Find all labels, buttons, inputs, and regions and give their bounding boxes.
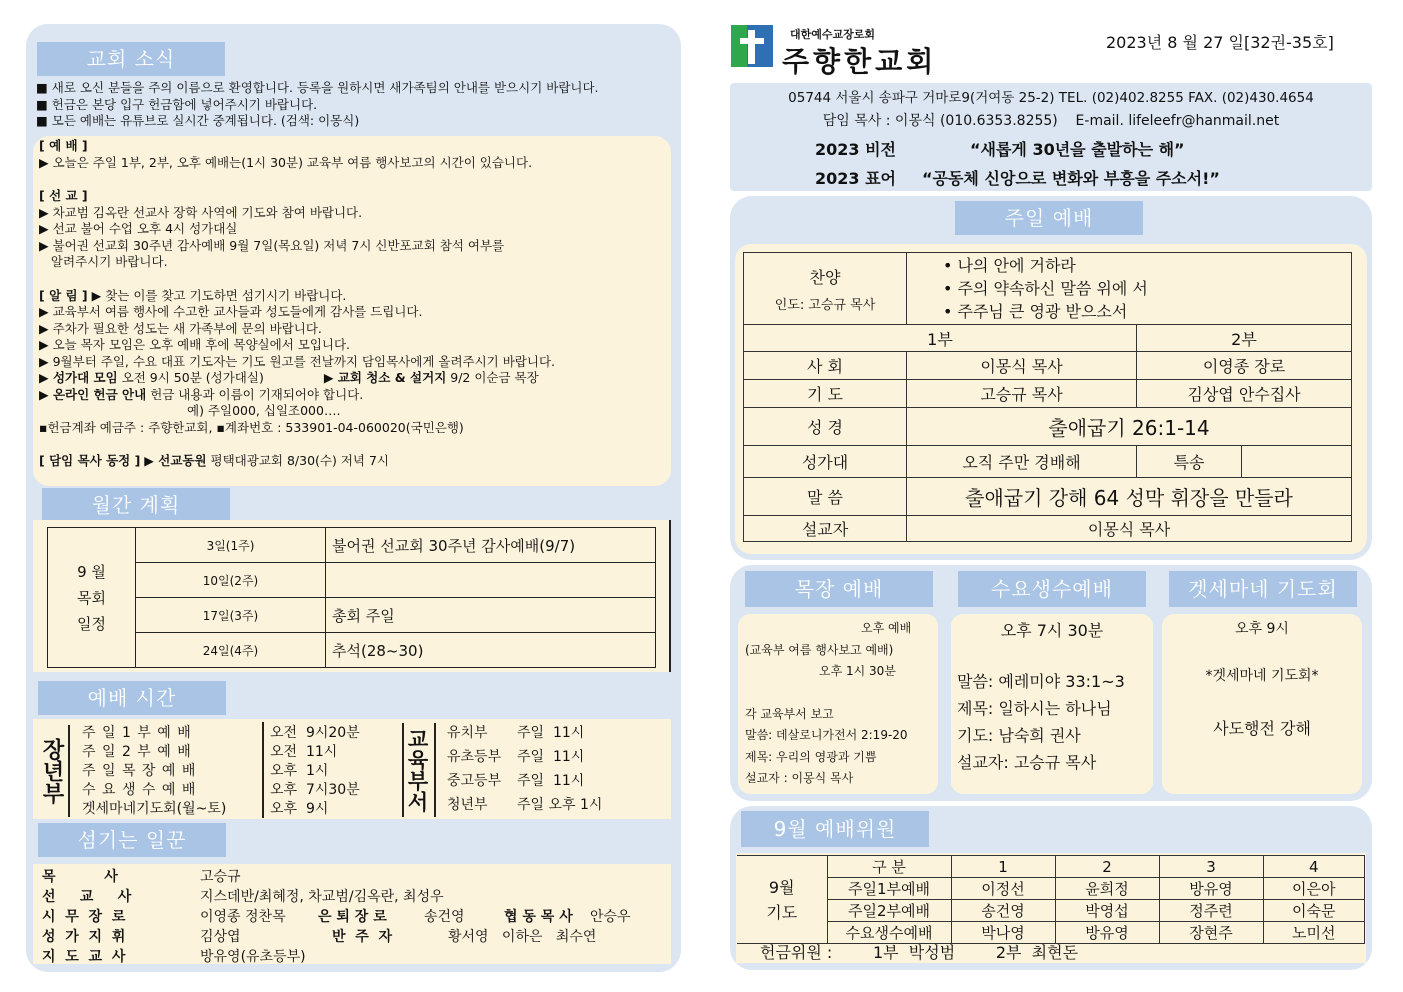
online-example: 예) 주일000, 십일조000…. (187, 403, 341, 418)
mokjang-content: 오후 예배 (교육부 여름 행사보고 예배) 오후 1시 30분 각 교육부서 보고 말씀: 데살로니가전서 2:19-20 제목: 우리의 영광과 기쁨 설교자 : 이몽식 목사 (745, 621, 912, 785)
gethsemane-name: *겟세마네 기도회* (1205, 668, 1319, 684)
service-name: 주 일 1 부 예 배 (82, 725, 192, 741)
dept-name: 유치부 (447, 725, 488, 741)
hymn-label-cell: 찬양 인도: 고승규 목사 (744, 253, 907, 325)
service-time: 오후 1시 (262, 760, 402, 780)
dept-time: 주일 11시 (517, 749, 585, 765)
prayer-1: 고승규 목사 (907, 380, 1137, 408)
scripture: 출애굽기 26:1-14 (907, 408, 1352, 446)
duty-cell: 노미선 (1263, 922, 1365, 944)
mission-line: ▶ 선교 불어 수업 오후 4시 성가대실 (39, 221, 238, 236)
role: 은 퇴 장 로 (318, 909, 387, 925)
notice-line: ▶ 오늘 목자 모임은 오후 예배 후에 목양실에서 모입니다. (39, 337, 351, 352)
event-cell (326, 563, 656, 598)
motto-label: 2023 표어 (815, 169, 897, 188)
monthly-table (47, 527, 656, 668)
hymn-list (907, 253, 1352, 325)
sunday-header: 주일 예배 (955, 201, 1143, 235)
week-cell: 10일(2주) (136, 563, 326, 598)
service-time: 오후 7시30분 (262, 779, 402, 799)
pastor-contact: 담임 목사 : 이몽식 (010.6353.8255) E-mail. lifeleefr@hanmail.net (822, 113, 1280, 129)
hymn-item: • 나의 안에 거하라 (943, 256, 1076, 275)
scripture-label: 성 경 (744, 408, 907, 446)
edu-label: 교육부서 (402, 723, 436, 817)
hymn-item: • 주주님 큰 영광 받으소서 (943, 302, 1128, 321)
week-cell: 3일(1주) (136, 528, 326, 563)
service-time: 오전 11시 (262, 741, 402, 761)
names: 황서영 이하은 최수연 (448, 929, 597, 945)
notice-first: ▶ 찾는 이를 찾고 기도하면 섬기시기 바랍니다. (91, 287, 347, 303)
role: 성 가 지 휘 (42, 929, 126, 945)
duty-cell: 이숙문 (1263, 900, 1365, 922)
adult-label: 장년부 (36, 725, 70, 817)
role: 반 주 자 (332, 929, 393, 945)
names: 지스데반/최혜정, 차교범/김옥란, 최성우 (200, 889, 444, 905)
duty-cell: 윤희정 (1055, 878, 1159, 900)
gethsemane-box (1162, 614, 1362, 794)
pastor-text: 평택대광교회 8/30(수) 저녁 7시 (210, 453, 389, 468)
adult-list (82, 722, 402, 817)
church-name: 주향한교회 (782, 45, 938, 78)
choir-song: 오직 주만 경배해 (907, 446, 1137, 478)
names: 김상엽 (200, 929, 241, 945)
event-cell: 추석(28~30) (326, 633, 656, 668)
duty-header: 9월 예배위원 (741, 811, 929, 847)
worship-line: ▶ 오늘은 주일 1부, 2부, 오후 예배는(1시 30분) 교육부 여름 행사보고의 시간이 있습니다. (39, 154, 533, 170)
offering-team: 헌금위원 : 1부 박성범 2부 최현돈 (760, 943, 1079, 962)
prayer-2: 김상엽 안수집사 (1137, 380, 1352, 408)
service-name: 겟세마네기도회(월~토) (82, 801, 227, 817)
duty-head: 3 (1159, 856, 1263, 878)
monthly-label: 9 월 목회 일정 (48, 528, 136, 668)
event-cell: 총회 주일 (326, 598, 656, 633)
intro-line: ■ 모든 예배는 유튜브로 실시간 중계됩니다. (검색: 이몽식) (36, 113, 360, 128)
wednesday-content: 말씀: 예레미야 33:1~3 제목: 일하시는 하나님 기도: 남숙희 권사 설교자: 고승규 목사 (957, 672, 1125, 772)
duty-cell: 주일2부예배 (827, 900, 951, 922)
edu-list (447, 722, 602, 818)
notice-heading: [ 알 림 ] (39, 287, 88, 303)
church-logo-icon (731, 25, 773, 67)
role: 목 사 (42, 869, 118, 885)
clean-label: ▶ 교회 청소 & 설거지 (323, 370, 447, 385)
host-2: 이영종 장로 (1137, 352, 1352, 380)
duty-cell: 이은아 (1263, 878, 1365, 900)
duty-cell: 박영섭 (1055, 900, 1159, 922)
dept-time: 주일 11시 (517, 725, 585, 741)
wednesday-header: 수요생수예배 (958, 571, 1146, 607)
service-time: 오전 9시20분 (262, 722, 402, 742)
wednesday-time: 오후 7시 30분 (1000, 621, 1104, 640)
bulletin-date: 2023년 8 월 27 일[32권-35호] (1106, 33, 1334, 52)
service-name: 수 요 생 수 예 배 (82, 782, 197, 798)
denomination: 대한예수교장로회 (790, 28, 876, 41)
times-header: 예배 시간 (38, 681, 226, 715)
host-1: 이몽식 목사 (907, 352, 1137, 380)
names: 고승규 (200, 869, 241, 885)
duty-cell: 장현주 (1159, 922, 1263, 944)
duty-cell: 수요생수예배 (827, 922, 951, 944)
role: 지 도 교 사 (42, 949, 126, 965)
worship-heading: [ 예 배 ] (39, 138, 88, 153)
duty-head: 2 (1055, 856, 1159, 878)
sunday-table (743, 252, 1352, 542)
col-header-2: 2부 (1137, 325, 1352, 352)
news-header: 교회 소식 (37, 42, 225, 76)
duty-head: 4 (1263, 856, 1365, 878)
pastor-arrow: ▶ 선교동원 (144, 453, 207, 468)
sermon-label: 말 씀 (744, 478, 907, 516)
preacher-label: 설교자 (744, 516, 907, 542)
role: 선 교 사 (42, 889, 132, 905)
service-name: 주 일 목 장 예 배 (82, 763, 197, 779)
online-text: 헌금 내용과 이름이 기재되어야 합니다. (150, 386, 364, 402)
gethsemane-time: 오후 9시 (1235, 621, 1289, 637)
host-label: 사 회 (744, 352, 907, 380)
duty-cell: 방유영 (1159, 878, 1263, 900)
church-address: 05744 서울시 송파구 거마로9(거여동 25-2) TEL. (02)402.8255 FAX. (02)430.4654 (788, 90, 1314, 106)
names: 이영종 정찬목 (200, 909, 286, 925)
intro-line: ■ 헌금은 본당 입구 헌금함에 넣어주시기 바랍니다. (36, 96, 318, 112)
duty-head: 구 분 (827, 856, 951, 878)
duty-side-label: 9월 기도 (737, 856, 827, 944)
mokjang-header: 목장 예배 (745, 571, 933, 607)
servants-list (42, 866, 631, 966)
duty-head: 1 (951, 856, 1055, 878)
mission-line: 알려주시기 바랍니다. (39, 254, 168, 269)
dept-name: 중고등부 (447, 773, 502, 789)
duty-cell: 송건영 (951, 900, 1055, 922)
mission-line: ▶ 차교범 김옥란 선교사 장학 사역에 기도와 참여 바랍니다. (39, 204, 363, 220)
duty-cell: 정주련 (1159, 900, 1263, 922)
notice-line: ▶ 9월부터 주일, 수요 대표 기도자는 기도 원고를 전날까지 담임목사에게 올려주시기 바랍니다. (39, 353, 555, 369)
pastor-label: [ 담임 목사 동정 ] (39, 453, 141, 468)
choir-text: 오전 9시 50분 (성가대실) (121, 370, 264, 385)
choir-label: ▶ 성가대 모임 (39, 370, 118, 385)
duty-cell: 주일1부예배 (827, 878, 951, 900)
mission-line: ▶ 불어권 선교회 30주년 감사예배 9월 7일(목요일) 저녁 7시 신반포교회 참석 여부를 (39, 237, 505, 253)
preacher: 이몽식 목사 (907, 516, 1352, 542)
hymn-item: • 주의 약속하신 말씀 위에 서 (943, 279, 1148, 298)
week-cell: 17일(3주) (136, 598, 326, 633)
account-line: ▪헌금계좌 예금주 : 주향한교회, ▪계좌번호 : 533901-04-060020(국민은행) (39, 419, 464, 435)
monthly-header: 월간 계획 (42, 488, 230, 522)
gethsemane-study: 사도행전 강해 (1213, 719, 1311, 738)
service-name: 주 일 2 부 예 배 (82, 744, 192, 760)
dept-name: 청년부 (447, 797, 488, 813)
vision-label: 2023 비전 (815, 140, 897, 159)
choir-label: 성가대 (744, 446, 907, 478)
notice-line: ▶ 교육부서 여름 행사에 수고한 교사들과 성도들에게 감사를 드립니다. (39, 304, 423, 319)
motto-text: “공동체 신앙으로 변화와 부흥을 주소서!” (922, 169, 1220, 188)
intro-line: ■ 새로 오신 분들을 주의 이름으로 환영합니다. 등록을 원하시면 새가족팀의 안내를 받으시기 바랍니다. (36, 80, 599, 95)
online-label: ▶ 온라인 헌금 안내 (39, 386, 147, 402)
news-content (39, 138, 669, 470)
week-cell: 24일(4주) (136, 633, 326, 668)
service-time: 오후 9시 (262, 798, 402, 818)
prayer-label: 기 도 (744, 380, 907, 408)
col-header-1: 1부 (744, 325, 1137, 352)
names: 송건영 (424, 909, 465, 925)
names: 안승우 (590, 909, 631, 925)
sermon-title: 출애굽기 강해 64 성막 휘장을 만들라 (907, 478, 1352, 516)
servants-header: 섬기는 일꾼 (38, 823, 226, 857)
duty-cell: 이정선 (951, 878, 1055, 900)
duty-cell: 박나영 (951, 922, 1055, 944)
special-song (1242, 446, 1352, 478)
gethsemane-header: 겟세마네 기도회 (1169, 571, 1357, 607)
dept-name: 유초등부 (447, 749, 502, 765)
mission-heading: [ 선 교 ] (39, 188, 88, 203)
notice-line: ▶ 주차가 필요한 성도는 새 가족부에 문의 바랍니다. (39, 320, 322, 336)
role: 협 동 목 사 (504, 909, 573, 925)
dept-time: 주일 11시 (517, 773, 585, 789)
duty-table (737, 855, 1365, 944)
duty-cell: 방유영 (1055, 922, 1159, 944)
event-cell: 불어권 선교회 30주년 감사예배(9/7) (326, 528, 656, 563)
clean-text: 9/2 이순금 목장 (450, 370, 539, 385)
dept-time: 주일 오후 1시 (517, 797, 603, 813)
news-intro (36, 80, 599, 130)
vision-text: “새롭게 30년을 출발하는 해” (970, 140, 1185, 159)
role: 시 무 장 로 (42, 909, 126, 925)
special-label: 특송 (1137, 446, 1242, 478)
names: 방유영(유초등부) (200, 949, 306, 965)
